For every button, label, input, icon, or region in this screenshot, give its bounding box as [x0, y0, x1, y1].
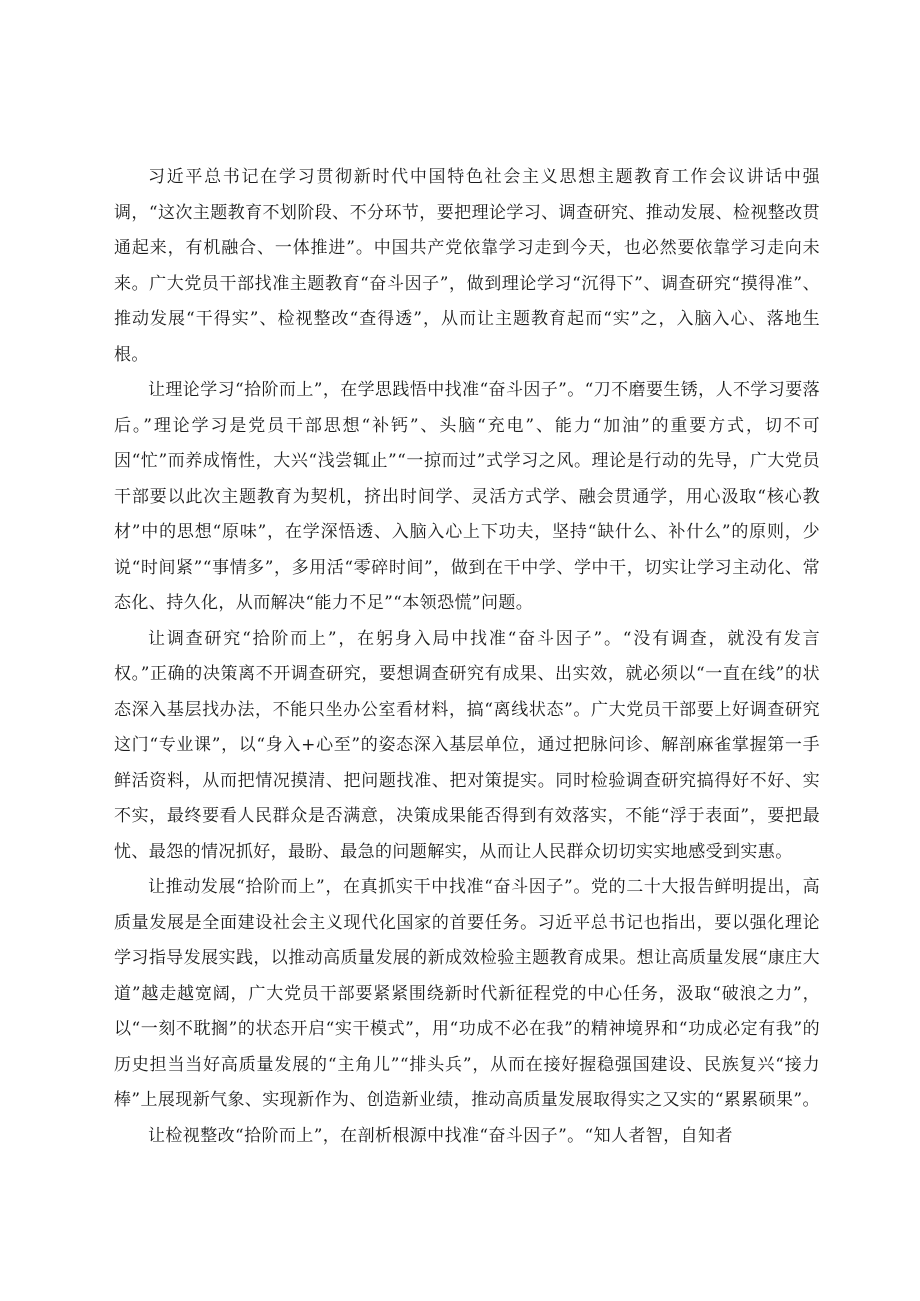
- paragraph-rectification: 让检视整改“拾阶而上”，在剖析根源中找准“奋斗因子”。“知人者智，自知者: [148, 1125, 733, 1146]
- paragraph-development: 让推动发展“拾阶而上”，在真抓实干中找准“奋斗因子”。党的二十大报告鲜明提出，高质量发展是全面建设社会主义现代化国家的首要任务。习近平总书记也指出，要以强化理论学习指导发展实践，以推动高质量发展的新成效检验主题教育成果。想让高质量发展“康庄大道”越走越宽阔，广大党员干部要紧紧围绕新时代新征程党的中心任务，汲取“破浪之力”，以“一刻不耽搁”的状态开启“实干模式”，用“功成不必在我”的精神境界和“功成必定有我”的历史担当当好高质量发展的“主角儿”“排头兵”，从而在接好握稳强国建设、民族复兴“接力棒”上展现新气象、实现新作为、创造新业绩，推动高质量发展取得实之又实的“累累硕果”。: [114, 877, 820, 1110]
- document-body: [114, 160, 820, 1154]
- paragraph-investigation: 让调查研究“拾阶而上”，在躬身入局中找准“奋斗因子”。“没有调查，就没有发言权。”正确的决策离不开调查研究，要想调查研究有成果、出实效，就必须以“一直在线”的状态深入基层找办法，不能只坐办公室看材料，搞“离线状态”。广大党员干部要上好调查研究这门“专业课”，以“身入+心至”的姿态深入基层单位，通过把脉问诊、解剖麻雀掌握第一手鲜活资料，从而把情况摸清、把问题找准、把对策提实。同时检验调查研究搞得好不好、实不实，最终要看人民群众是否满意，决策成果能否得到有效落实，不能“浮于表面”，要把最忧、最怨的情况抓好，最盼、最急的问题解实，从而让人民群众切切实实地感受到实惠。: [114, 628, 820, 862]
- paragraph-intro: 习近平总书记在学习贯彻新时代中国特色社会主义思想主题教育工作会议讲话中强调，“这次主题教育不划阶段、不分环节，要把理论学习、调查研究、推动发展、检视整改贯通起来，有机融合、一体推进”。中国共产党依靠学习走到今天，也必然要依靠学习走向未来。广大党员干部找准主题教育“奋斗因子”，做到理论学习“沉得下”、调查研究“摸得准”、推动发展“干得实”、检视整改“查得透”，从而让主题教育起而“实”之，入脑入心、落地生根。: [114, 167, 820, 365]
- paragraph-theory-study: 让理论学习“拾阶而上”，在学思践悟中找准“奋斗因子”。“刀不磨要生锈，人不学习要落后。”理论学习是党员干部思想“补钙”、头脑“充电”、能力“加油”的重要方式，切不可因“忙”而养成惰性，大兴“浅尝辄止”“一掠而过”式学习之风。理论是行动的先导，广大党员干部要以此次主题教育为契机，挤出时间学、灵活方式学、融会贯通学，用心汲取“核心教材”中的思想“原味”，在学深悟透、入脑入心上下功夫，坚持“缺什么、补什么”的原则，少说“时间紧”“事情多”，多用活“零碎时间”，做到在干中学、学中干，切实让学习主动化、常态化、持久化，从而解决“能力不足”“本领恐慌”问题。: [114, 380, 820, 613]
